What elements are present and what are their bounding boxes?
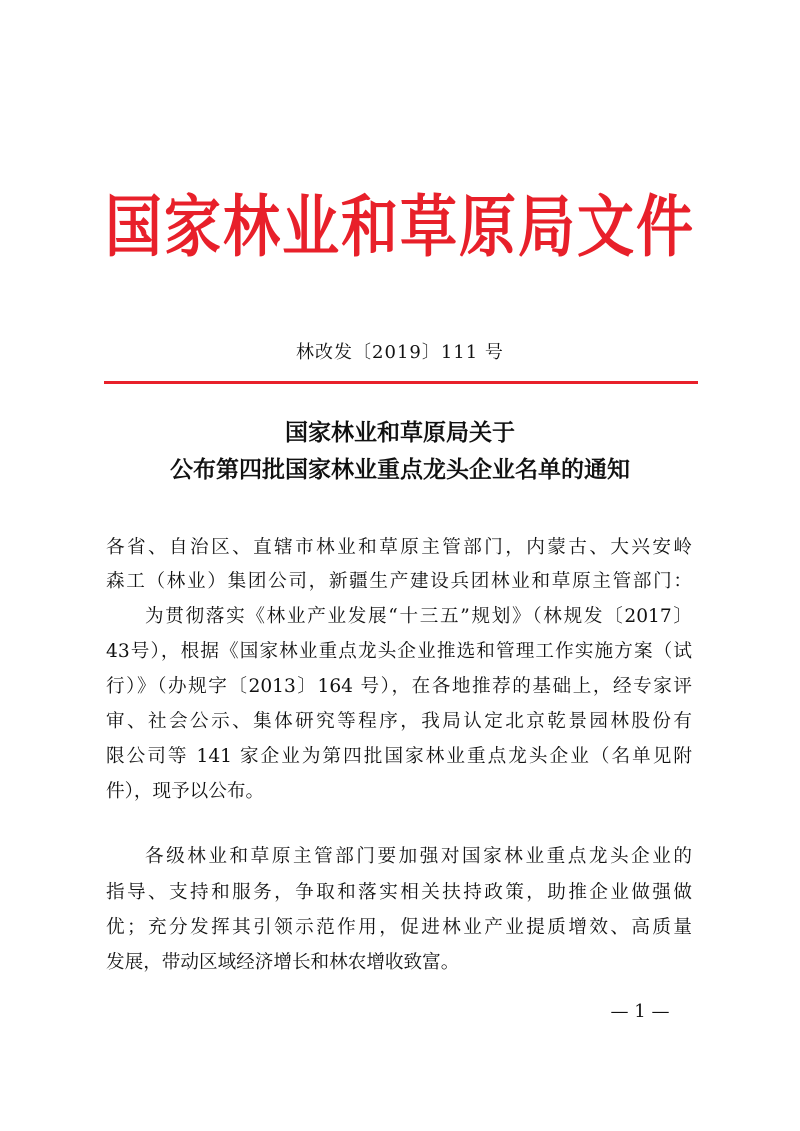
- body-line: 43号），根据《国家林业重点龙头企业推选和管理工作实施方案（试: [106, 641, 692, 662]
- body-line: 行）》（办规字〔2013〕164 号），在各地推荐的基础上，经专家评: [106, 676, 692, 697]
- body-line: 各级林业和草原主管部门要加强对国家林业重点龙头企业的: [145, 846, 692, 867]
- notice-title-line-2: 公布第四批国家林业重点龙头企业名单的通知: [170, 456, 630, 483]
- body-line: 件），现予以公布。: [106, 781, 265, 802]
- red-divider-line: [104, 381, 698, 384]
- body-line: 为贯彻落实《林业产业发展“十三五”规划》（林规发〔2017〕: [145, 606, 692, 627]
- body-line: 优；充分发挥其引领示范作用，促进林业产业提质增效、高质量: [106, 917, 692, 938]
- body-line: 森工（林业）集团公司，新疆生产建设兵团林业和草原主管部门：: [106, 571, 692, 592]
- notice-title-line-1: 国家林业和草原局关于: [285, 419, 515, 446]
- body-line: 各省、自治区、直辖市林业和草原主管部门，内蒙古、大兴安岭: [106, 537, 692, 558]
- body-line: 限公司等 141 家企业为第四批国家林业重点龙头企业（名单见附: [106, 746, 692, 767]
- masthead-title: 国家林业和草原局文件: [105, 187, 695, 267]
- body-line: 审、社会公示、集体研究等程序，我局认定北京乾景园林股份有: [106, 711, 692, 732]
- body-line: 指导、支持和服务，争取和落实相关扶持政策，助推企业做强做: [106, 882, 692, 903]
- body-line: 发展，带动区域经济增长和林农增收致富。: [106, 952, 460, 973]
- page-number: — 1 —: [610, 1001, 670, 1022]
- document-number: 林改发〔2019〕111 号: [296, 342, 504, 363]
